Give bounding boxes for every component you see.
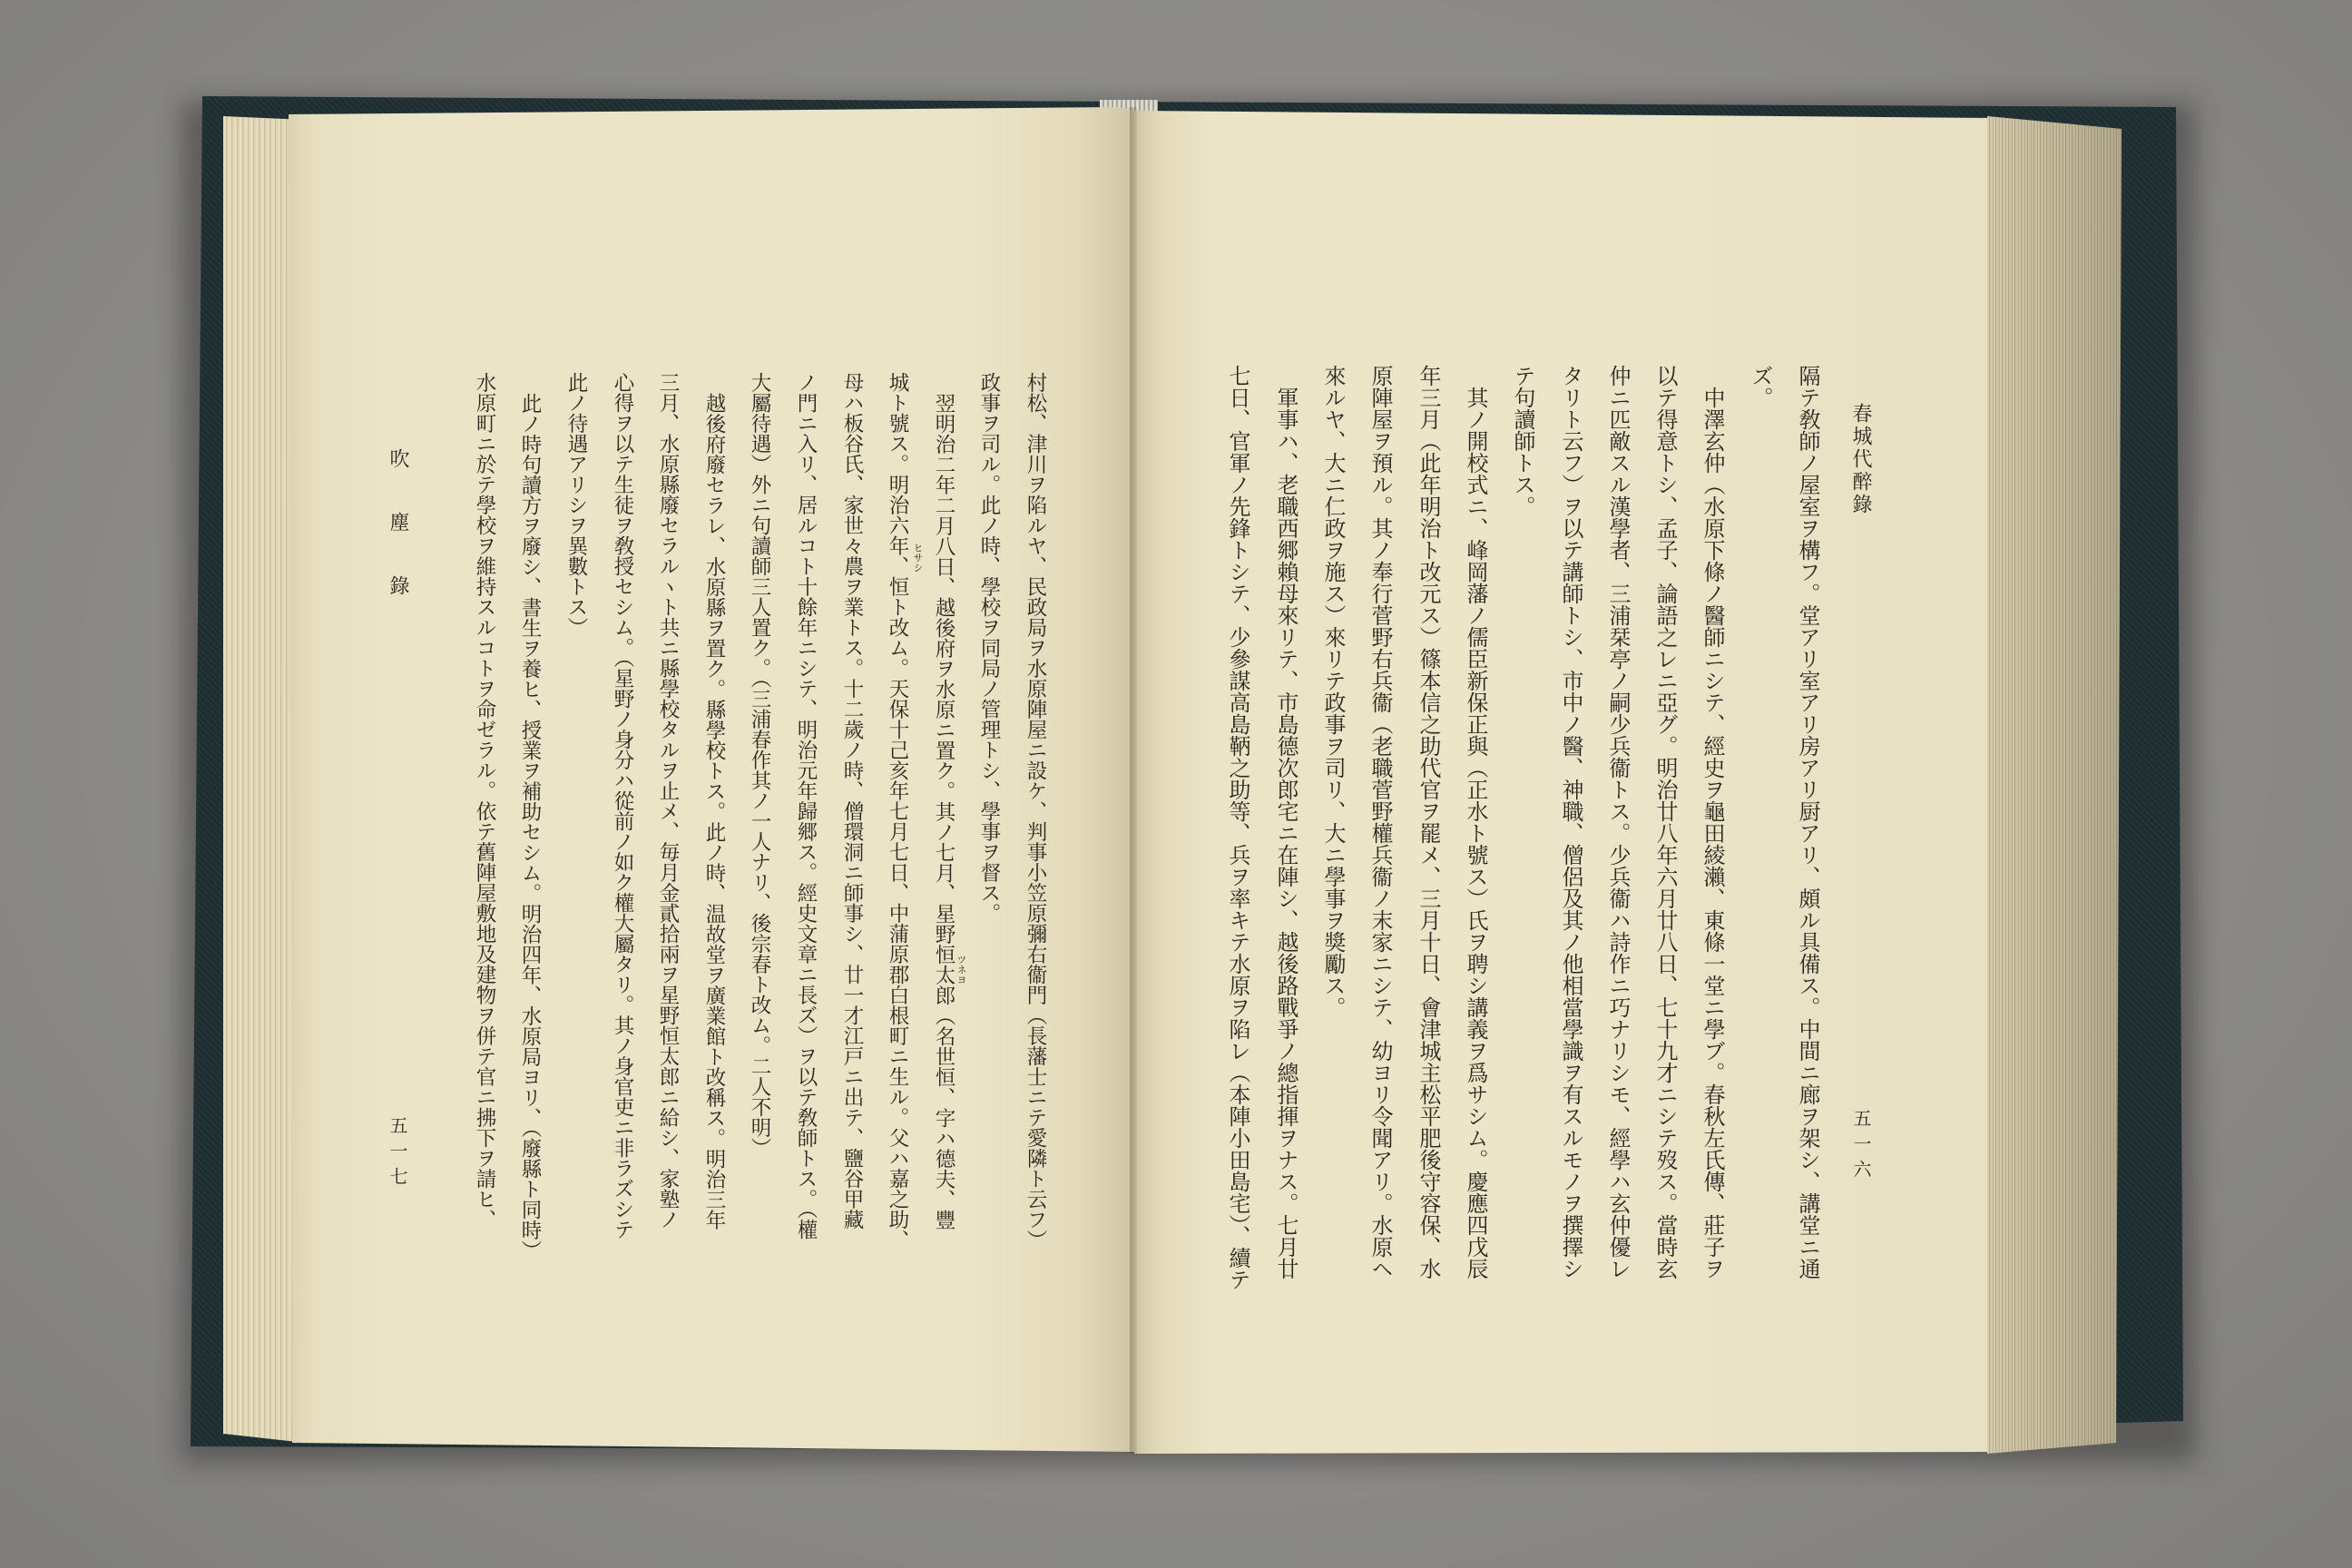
left-page-column: 母ハ板谷氏、家世々農ヲ業トス。十二歲ノ時、僧環洞ニ師事シ、廿一才江戸ニ出テ、鹽谷甲藏 xyxy=(840,372,864,1230)
right-page-number: 五一六 xyxy=(1850,1109,1872,1185)
right-page-column: タリト云フ）ヲ以テ講師トシ、市中ノ醫、神職、僧侶及其ノ他相當學識ヲ有スルモノヲ撰擇シ xyxy=(1558,365,1583,1279)
right-page-column: 隔テ敎師ノ屋室ヲ構フ。堂アリ室アリ房アリ厨アリ、頗ル具備ス。中間ニ廊ヲ架シ、講堂ニ通 xyxy=(1795,365,1820,1279)
left-page-column: 城ト號ス。明治六年、恒ト改ム。天保十己亥年七月七日、中蒲原郡白根町ニ生ル。父ハ嘉之助、 xyxy=(886,372,909,1250)
left-running-head: 吹塵錄 xyxy=(387,448,409,639)
right-page-column: 原陣屋ヲ預ル。其ノ奉行菅野右兵衞（老職菅野權兵衞ノ末家ニシテ、幼ヨリ令聞アリ。水原ヘ xyxy=(1367,365,1393,1279)
ruby-annotation: ヒサシ xyxy=(912,543,924,573)
left-page-column: 政事ヲ司ル。此ノ時、學校ヲ同局ノ管理トシ、學事ヲ督ス。 xyxy=(977,372,1001,924)
ruby-annotation: ツネヨ xyxy=(956,955,967,985)
left-page-column: 大屬待遇）外ニ句讀師三人置ク。（三浦春作其ノ一人ナリ、後宗春ト改ム。二人不明） xyxy=(748,372,771,1159)
left-page-column: 水原町ニ於テ學校ヲ維持スルコトヲ命ゼラル。依テ舊陣屋敷地及建物ヲ併テ官ニ拂下ヲ請ヒ、 xyxy=(473,372,496,1230)
right-page-edges xyxy=(1987,116,2122,1454)
right-running-head: 春城代醉錄 xyxy=(1849,403,1872,516)
left-page-column: 村松、津川ヲ陷ルヤ、民政局ヲ水原陣屋ニ設ケ、判事小笠原彌右衞門（長藩士ニテ愛隣ト云フ） xyxy=(1024,372,1047,1250)
left-page-number: 五一七 xyxy=(387,1116,408,1192)
right-page-column: 仲ニ匹敵スル漢學者、三浦栞亭ノ嗣少兵衞トス。少兵衞ハ詩作ニ巧ナリシモ、經學ハ玄仲優レ xyxy=(1605,365,1631,1279)
right-page-column: 七日、官軍ノ先鋒トシテ、少參謀高島鞆之助等、兵ヲ率キテ水原ヲ陷レ（本陣小田島宅）、續テ xyxy=(1225,365,1250,1290)
right-page-column: 其ノ開校式ニ、峰岡藩ノ儒臣新保正與（正水ト號ス）氏ヲ聘シ講義ヲ爲サシム。慶應四戊辰 xyxy=(1463,387,1488,1279)
gutter-shadow xyxy=(1130,107,1137,1454)
right-page-column: 中澤玄仲（水原下條ノ醫師ニシテ、經史ヲ龜田綾瀨、東條一堂ニ學ブ。春秋左氏傳、莊子ヲ xyxy=(1700,387,1725,1279)
left-page-column: 三月、水原縣廢セラルヽト共ニ縣學校タルヲ止メ、毎月金貳拾兩ヲ星野恒太郎ニ給シ、家塾ノ xyxy=(656,372,680,1230)
left-page-column: 此ノ時句讀方ヲ廢シ、書生ヲ養ヒ、授業ヲ補助セシム。明治四年、水原局ヨリ、（廢縣ト同時） xyxy=(518,392,542,1260)
right-page-column: 軍事ハ、老職西郷賴母來リテ、市島德次郎宅ニ在陣シ、越後路戰爭ノ總指揮ヲナス。七月廿 xyxy=(1273,387,1298,1279)
left-page-column: 翌明治二年二月八日、越後府ヲ水原ニ置ク。其ノ七月、星野恒太郎（名世恒、字ハ德夫、豐 xyxy=(932,392,956,1230)
right-page-column: ズ。 xyxy=(1748,365,1773,408)
right-page-column: 年三月（此年明治ト改元ス）篠本信之助代官ヲ罷メ、三月十日、會津城主松平肥後守容保、水 xyxy=(1416,365,1441,1279)
right-page-column: テ句讀師トス。 xyxy=(1510,365,1535,517)
left-page-column: 越後府廢セラレ、水原縣ヲ置ク。縣學校トス。此ノ時、温故堂ヲ廣業館ト改稱ス。明治三年 xyxy=(702,392,726,1230)
left-page-column: ノ門ニ入リ、居ルコト十餘年ニシテ、明治元年歸郷ス。經史文章ニ長ズ）ヲ以テ敎師トス。（權 xyxy=(794,372,818,1240)
left-page-column: 心得ヲ以テ生徒ヲ敎授セシム。（星野ノ身分ハ從前ノ如ク權大屬タリ。其ノ身官吏ニ非ラズシテ xyxy=(611,372,634,1240)
right-page-column: 以テ得意トシ、孟子、論語之レニ亞グ。明治廿八年六月廿八日、七十九才ニシテ歿ス。當時玄 xyxy=(1652,365,1678,1279)
left-page-column: 此ノ待遇アリシヲ異數トス） xyxy=(564,372,588,638)
right-page-column: 來ルヤ、大ニ仁政ヲ施ス）來リテ政事ヲ司リ、大ニ學事ヲ獎勵ス。 xyxy=(1320,365,1346,1018)
